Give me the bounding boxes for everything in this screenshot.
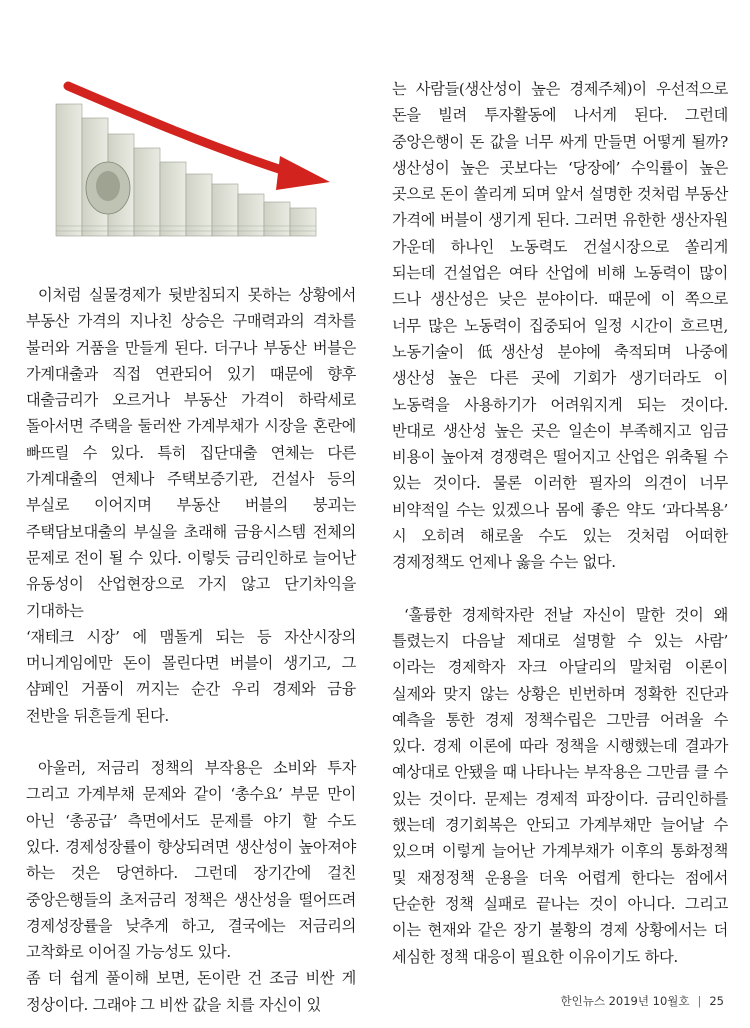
left-paragraph-4: 좀 더 쉽게 풀이해 보면, 돈이란 건 조금 비싼 게 정상이다. 그래야 그 비싼 값을 치를 자신이 있: [26, 969, 356, 1014]
page-footer: [561, 993, 725, 1009]
right-paragraph-1: 는 사람들(생산성이 높은 경제주체)이 우선적으로 돈을 빌려 투자활동에 나서게 된다. 그런데 중앙은행이 돈 값을 너무 싸게 만들면 어떻게 될까? 생산성이 높은 곳보다는 ‘당장에’ 수익률이 높은 곳으로 돈이 쏠리게 되며 앞서 설명한 것처럼 부동산 가격에 버블이 생기게 된다. 그러면 유한한 생산자원 가운데 하나인 노동력도 건설시장으로 쏠리게 되는데 건설업은 여타 산업에 비해 노동력이 많이 드나 생산성은 낮은 분야이다. 때문에 이 쪽으로 너무 많은 노동력이 집중되어 일정 시간이 흐르면, 노동기술이 低생산성 분야에 축적되며 나중에 생산성 높은 다른 곳에 기회가 생기더라도 이 노동력을 사용하기가 어려워지게 되는 것이다. 반대로 생산성 높은 곳은 일손이 부족해지고 임금 비용이 높아져 경쟁력은 떨어지고 산업은 위축될 수 있는 것이다. 물론 이러한 필자의 의견이 너무 비약적일 수는 있겠으나 몸에 좋은 약도 ‘과다복용’ 시 오히려 해로울 수도 있는 것처럼 어떠한 경제정책도 언제나 옳을 수는 없다.: [392, 80, 728, 572]
left-paragraph-3: 아울러, 저금리 정책의 부작용은 소비와 투자 그리고 가계부채 문제와 같이 ‘총수요’ 부문 만이 아닌 ‘총공급’ 측면에서도 문제를 야기 할 수도 있다. 경제성장률이 향상되려면 생산성이 높아져야 하는 것은 당연하다. 그런데 장기간에 걸친 중앙은행들의 초저금리 정책은 생산성을 떨어뜨려 경제성장률을 낮추게 하고, 결국에는 저금리의 고착화로 이어질 가능성도 있다.: [26, 759, 356, 962]
falling-dollar-stack-icon: [48, 76, 348, 246]
left-column: [26, 282, 356, 1018]
left-paragraph-1: 이처럼 실물경제가 뒷받침되지 못하는 상황에서 부동산 가격의 지나친 상승은 구매력과의 격차를 불러와 거품을 만들게 된다. 더구나 부동산 버블은 가계대출과 직접 연관되어 있기 때문에 향후 대출금리가 오르거나 부동산 가격이 하락세로 돌아서면 주택을 둘러싼 가계부채가 시장을 혼란에 빠뜨릴 수 있다. 특히 집단대출 연체는 다른 가계대출의 연체나 주택보증기관, 건설사 등의 부실로 이어지며 부동산 버블의 붕괴는 주택담보대출의 부실을 초래해 금융시스템 전체의 문제로 전이 될 수 있다. 이렇듯 금리인하로 늘어난 유동성이 산업현장으로 가지 않고 단기차익을 기대하는: [26, 286, 356, 620]
left-paragraph-2: ‘재테크 시장’ 에 맴돌게 되는 등 자산시장의 머니게임에만 돈이 몰린다면 버블이 생기고, 그 샴페인 거품이 꺼지는 순간 우리 경제와 금융 전반을 뒤흔들게 된다.: [26, 627, 356, 725]
page-number: 25: [709, 994, 724, 1008]
publication-name: 한인뉴스 2019년 10월호: [560, 994, 690, 1008]
right-paragraph-2: ‘훌륭한 경제학자란 전날 자신이 말한 것이 왜 틀렸는지 다음날 제대로 설명할 수 있는 사람’ 이라는 경제학자 자크 아달리의 말처럼 이론이 실제와 맞지 않는 상황은 빈번하며 정확한 진단과 예측을 통한 경제 정책수립은 그만큼 어려울 수 있다. 경제 이론에 따라 정책을 시행했는데 결과가 예상대로 안됐을 때 나타나는 부작용은 그만큼 클 수 있는 것이다. 문제는 경제적 파장이다. 금리인하를 했는데 경기회복은 안되고 가계부채만 늘어날 수 있으며 이렇게 늘어난 가계부채가 이후의 통화정책 및 재정정책 운용을 더욱 어렵게 한다는 점에서 단순한 정책 실패로 끝나는 것이 아니다. 그리고 이는 현재와 같은 장기 불황의 경제 상황에서는 더 세심한 정책 대응이 필요한 이유이기도 하다.: [392, 605, 728, 966]
right-column: [392, 76, 728, 970]
falling-dollar-illustration: [48, 76, 348, 246]
footer-separator: |: [697, 994, 702, 1008]
